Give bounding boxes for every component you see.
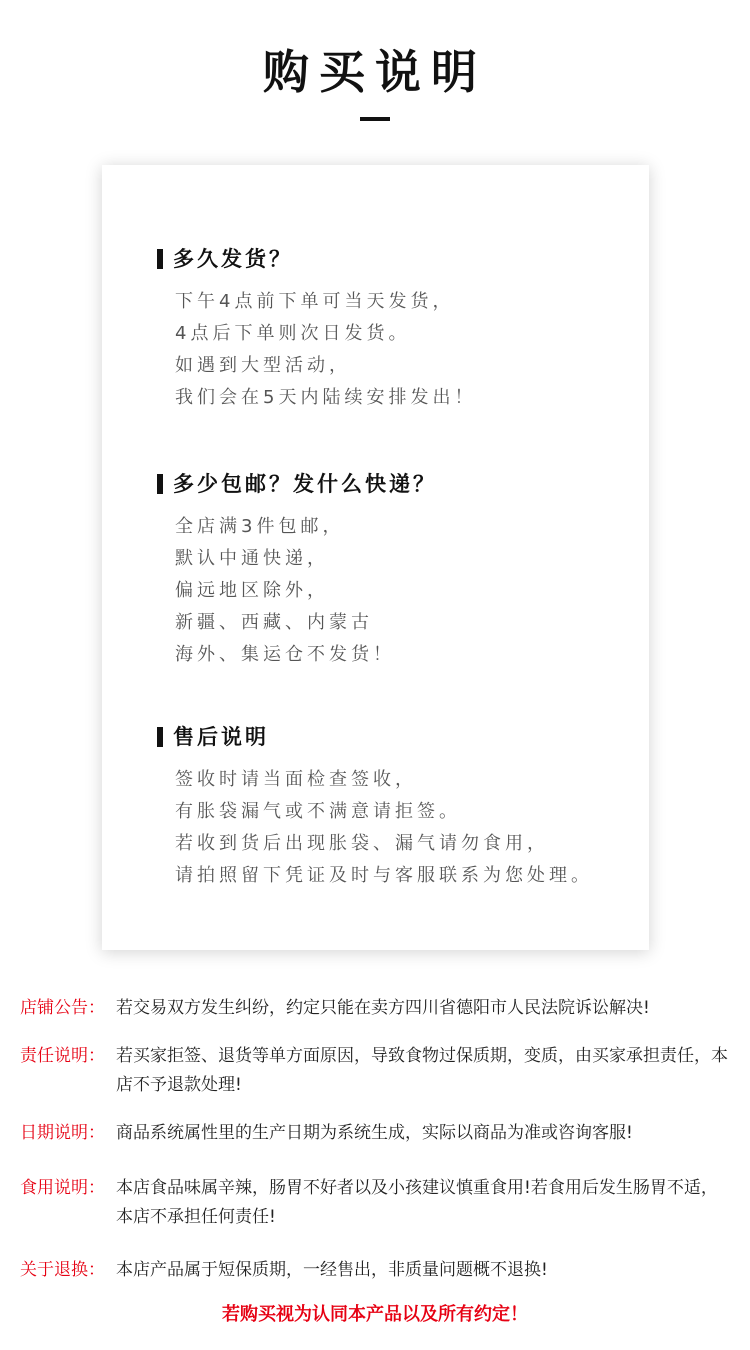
section-head: [157, 240, 637, 272]
section-title: 多少包邮？发什么快递？: [173, 472, 437, 496]
notice-label: 食用说明：: [20, 1178, 105, 1198]
info-card: [102, 165, 649, 950]
notice-text: 本店产品属于短保质期，一经售出，非质量问题概不退换!: [116, 1260, 548, 1280]
section-marker: [157, 474, 163, 494]
section-marker: [157, 249, 163, 269]
section-head: [157, 718, 637, 750]
section-after-sales: [157, 718, 637, 886]
section-line: 若收到货后出现胀袋、漏气请勿食用，: [175, 833, 549, 854]
section-head: [157, 465, 637, 497]
section-marker: [157, 727, 163, 747]
notice-label: 店铺公告：: [20, 998, 105, 1018]
section-lines: [175, 764, 593, 892]
section-line: 偏远地区除外，: [175, 580, 329, 601]
notice-text: 若交易双方发生纠纷，约定只能在卖方四川省德阳市人民法院诉讼解决!: [116, 998, 650, 1018]
section-line: 如遇到大型活动，: [175, 355, 351, 376]
title-underline: [360, 117, 390, 121]
section-line: 默认中通快递，: [175, 548, 329, 569]
notice-label: 日期说明：: [20, 1123, 105, 1143]
section-lines: [175, 511, 395, 671]
section-line: 我们会在5天内陆续安排发出！: [175, 387, 477, 408]
section-lines: [175, 286, 476, 414]
notice-text: 商品系统属性里的生产日期为系统生成，实际以商品为准或咨询客服!: [116, 1123, 633, 1143]
section-shipping-time: [157, 240, 637, 408]
final-notice: 若购买视为认同本产品以及所有约定！: [222, 1304, 528, 1325]
section-line: 海外、集运仓不发货！: [175, 644, 395, 665]
section-free-shipping: [157, 465, 637, 665]
section-line: 全店满3件包邮，: [175, 516, 345, 537]
section-line: 签收时请当面检查签收，: [175, 769, 417, 790]
section-line: 下午4点前下单可当天发货，: [175, 291, 455, 312]
section-title: 售后说明: [173, 725, 269, 749]
notice-text: 若买家拒签、退货等单方面原因，导致食物过保质期，变质，由买家承担责任，本店不予退款处理!: [116, 1046, 728, 1095]
section-line: 请拍照留下凭证及时与客服联系为您处理。: [175, 865, 593, 886]
section-title: 多久发货？: [173, 247, 293, 271]
notice-label: 责任说明：: [20, 1046, 105, 1066]
notice-label: 关于退换：: [20, 1260, 105, 1280]
section-line: 4点后下单则次日发货。: [175, 323, 411, 344]
section-line: 新疆、西藏、内蒙古: [175, 612, 373, 633]
section-line: 有胀袋漏气或不满意请拒签。: [175, 801, 461, 822]
notice-text: 本店食品味属辛辣，肠胃不好者以及小孩建议慎重食用!若食用后发生肠胃不适，本店不承担任何责任!: [116, 1178, 718, 1227]
page-title: 购买说明: [263, 45, 487, 99]
